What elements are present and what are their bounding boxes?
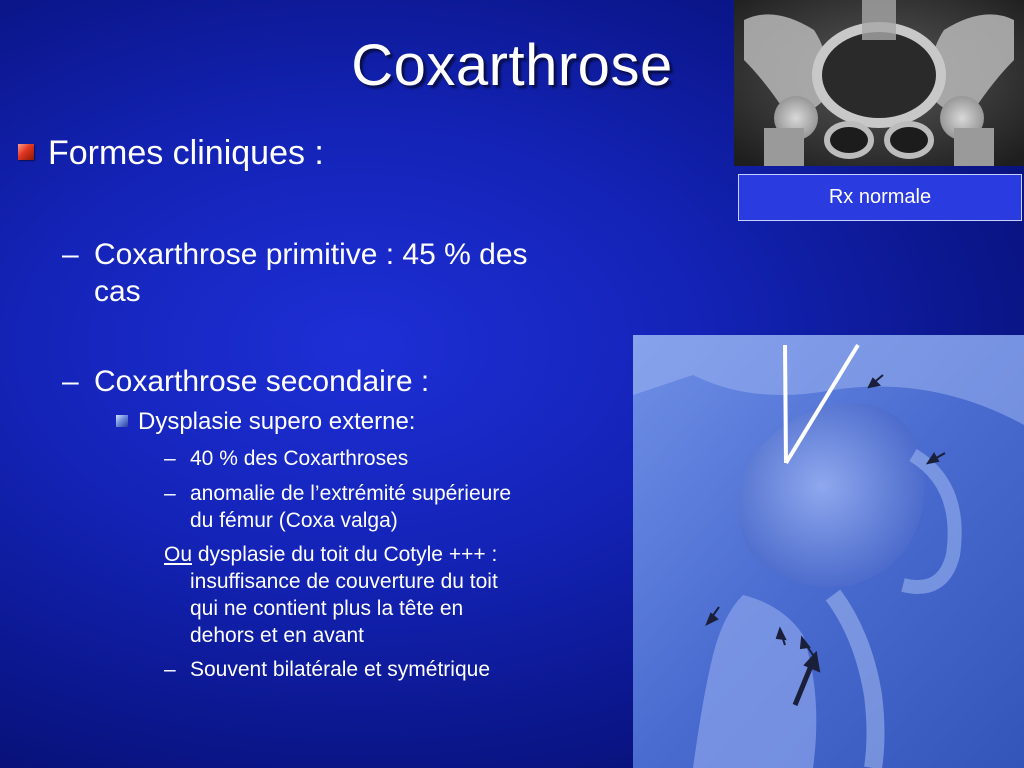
l3-item-2-text-1: anomalie de l’extrémité supérieure <box>190 482 511 505</box>
dash-icon: – <box>164 658 176 681</box>
primitive-text-1: Coxarthrose primitive : 45 % des <box>94 238 528 271</box>
dash-icon: – <box>62 365 79 398</box>
dash-icon: – <box>164 482 176 505</box>
xray-caption: Rx normale <box>738 174 1022 221</box>
l3-item-3-text: Souvent bilatérale et symétrique <box>190 658 490 681</box>
red-square-bullet-icon <box>18 144 34 160</box>
dash-icon: – <box>164 447 176 470</box>
ou-word: Ou <box>164 543 193 566</box>
hip-xray-image <box>633 335 1024 768</box>
blue-square-bullet-icon <box>116 415 128 427</box>
slide-title: Coxarthrose <box>351 33 673 98</box>
l3-item-3 <box>164 656 604 683</box>
ou-text-4: dehors et en avant <box>190 624 364 647</box>
l3-item-1-text: 40 % des Coxarthroses <box>190 447 409 470</box>
ou-text-3: qui ne contient plus la tête en <box>190 597 464 620</box>
primitive-item <box>62 236 602 310</box>
pelvis-xray-image <box>734 0 1024 166</box>
l3-item-1 <box>164 445 604 472</box>
secondaire-item <box>62 363 602 400</box>
sub-item-dysplasie <box>116 408 415 436</box>
main-bullet-text: Formes cliniques : <box>48 134 324 172</box>
l3-item-2-text-2: du fémur (Coxa valga) <box>190 509 398 532</box>
sub-item-text: Dysplasie supero externe: <box>138 408 416 435</box>
primitive-text-2: cas <box>94 275 141 308</box>
ou-text-2: insuffisance de couverture du toit <box>190 570 498 593</box>
main-bullet <box>18 134 324 173</box>
l3-item-2 <box>164 480 604 534</box>
dash-icon: – <box>62 238 79 271</box>
ou-paragraph <box>164 541 604 649</box>
ou-text-1: dysplasie du toit du Cotyle +++ : <box>192 543 498 566</box>
secondaire-text: Coxarthrose secondaire : <box>94 365 430 398</box>
